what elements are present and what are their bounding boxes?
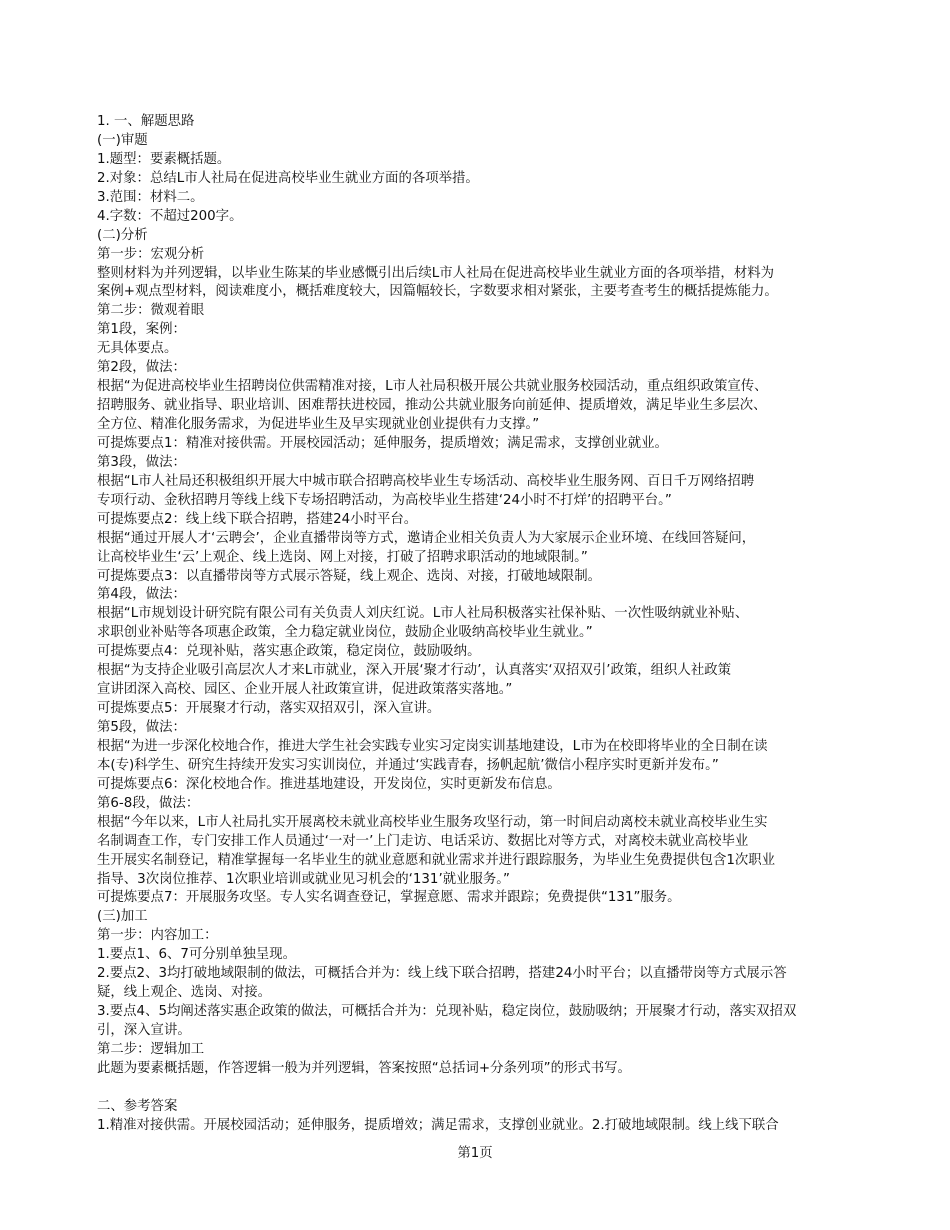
text-line: 可提炼要点1：精准对接供需。开展校园活动；延伸服务，提质增效；满足需求，支撑创业就业。 [97, 435, 668, 451]
text-line: 可提炼要点4：兑现补贴，落实惠企政策，稳定岗位，鼓励吸纳。 [97, 644, 481, 660]
text-line: 第5段，做法： [97, 720, 186, 735]
text-line: 生开展实名制登记，精准掌握每一名毕业生的就业意愿和就业需求并进行跟踪服务，为毕业生免费提供包含1次职业 [97, 852, 776, 868]
text-line: 4.字数：不超过200字。 [97, 208, 243, 224]
text-line: 宣讲团深入高校、园区、企业开展人社政策宣讲，促进政策落实落地。” [97, 682, 513, 698]
text-line: 本(专)科学生、研究生持续开发实习实训岗位，并通过‘实践青春，扬帆起航’微信小程序实时更新并发布。” [97, 757, 719, 773]
text-line: 1.精准对接供需。开展校园活动；延伸服务，提质增效；满足需求，支撑创业就业。2.打破地域限制。线上线下联合 [97, 1117, 779, 1133]
text-line: 求职创业补贴等各项惠企政策，全力稳定就业岗位，鼓励企业吸纳高校毕业生就业。” [97, 625, 593, 641]
text-line: 无具体要点。 [97, 341, 178, 357]
text-line: 3.范围：材料二。 [97, 189, 204, 205]
document-body [97, 113, 872, 1136]
text-line: 可提炼要点6：深化校地合作。推进基地建设，开发岗位，实时更新发布信息。 [97, 776, 561, 792]
text-line: 第4段，做法： [97, 587, 186, 603]
text-line: 第一步：内容加工： [97, 928, 218, 944]
text-line: 根据“L市人社局还积极组织开展大中城市联合招聘高校毕业生专场活动、高校毕业生服务网、百日千万网络招聘 [97, 473, 755, 489]
page-number: 第1页 [457, 1146, 493, 1161]
text-line: 招聘服务、就业指导、职业培训、困难帮扶进校园，推动公共就业服务向前延伸、提质增效，满足毕业生多层次、 [97, 398, 767, 414]
text-line: 指导、3次岗位推荐、1次职业培训或就业见习机会的‘131’就业服务。” [97, 871, 510, 887]
text-line: 根据“为促进高校毕业生招聘岗位供需精准对接，L市人社局积极开展公共就业服务校园活动，重点组织政策宣传、 [97, 379, 768, 395]
text-line: 根据“通过开展人才‘云聘会’，企业直播带岗等方式，邀请企业相关负责人为大家展示企业环境、在线回答疑问， [97, 530, 756, 546]
text-line: 让高校毕业生‘云’上观企、线上选岗、网上对接，打破了招聘求职活动的地域限制。” [97, 549, 588, 565]
text-line: (三)加工 [97, 909, 148, 925]
text-line: 疑，线上观企、选岗、对接。 [97, 985, 272, 1001]
text-line: 全方位、精准化服务需求，为促进毕业生及早实现就业创业提供有力支撑。” [97, 417, 540, 432]
text-line: 可提炼要点5：开展聚才行动，落实双招双引，深入宣讲。 [97, 701, 441, 717]
text-line: 2.要点2、3均打破地域限制的做法，可概括合并为：线上线下联合招聘，搭建24小时平台；以直播带岗等方式展示答 [97, 966, 787, 982]
text-line: 1.要点1、6、7可分别单独呈现。 [97, 947, 297, 963]
text-line: 案例+观点型材料，阅读难度小，概括难度较大，因篇幅较长，字数要求相对紧张，主要考查考生的概括提炼能力。 [97, 284, 778, 300]
text-line: 1. 一、解题思路 [97, 114, 195, 129]
text-line: 第6-8段，做法： [97, 795, 200, 811]
text-line: 2.对象：总结L市人社局在促进高校毕业生就业方面的各项举措。 [97, 170, 479, 186]
text-line: 第1段，案例： [97, 322, 186, 338]
text-line: (一)审题 [97, 132, 148, 148]
text-line: 第二步：微观着眼 [97, 303, 205, 319]
text-line: 专项行动、金秋招聘月等线上线下专场招聘活动，为高校毕业生搭建‘24小时不打烊’的招聘平台。” [97, 492, 672, 508]
text-line: 名制调查工作，专门安排工作人员通过‘一对一’上门走访、电话采访、数据比对等方式，对离校未就业高校毕业 [97, 833, 749, 849]
text-line: (二)分析 [97, 227, 148, 243]
text-line: 可提炼要点7：开展服务攻坚。专人实名调查登记，掌握意愿、需求并跟踪；免费提供“131”服务。 [97, 890, 681, 906]
text-line: 整则材料为并列逻辑，以毕业生陈某的毕业感慨引出后续L市人社局在促进高校毕业生就业方面的各项举措，材料为 [97, 265, 774, 281]
text-line: 根据“今年以来，L市人社局扎实开展离校未就业高校毕业生服务攻坚行动，第一时间启动离校未就业高校毕业生实 [97, 814, 768, 830]
text-line: 二、参考答案 [97, 1098, 178, 1114]
text-line: 根据“为进一步深化校地合作，推进大学生社会实践专业实习定岗实训基地建设，L市为在校即将毕业的全日制在读 [97, 738, 768, 754]
text-line: 可提炼要点2：线上线下联合招聘，搭建24小时平台。 [97, 511, 418, 527]
blank-line [97, 1079, 872, 1098]
text-line: 1.题型：要素概括题。 [97, 151, 231, 167]
text-line: 可提炼要点3：以直播带岗等方式展示答疑，线上观企、选岗、对接，打破地域限制。 [97, 568, 601, 584]
text-line: 根据“L市规划设计研究院有限公司有关负责人刘庆红说。L市人社局积极落实社保补贴、一次性吸纳就业补贴、 [97, 606, 749, 622]
text-line: 此题为要素概括题，作答逻辑一般为并列逻辑，答案按照“总括词+分条列项”的形式书写。 [97, 1060, 631, 1076]
text-line: 第一步：宏观分析 [97, 246, 205, 262]
text-line: 第2段，做法： [97, 360, 186, 376]
text-line: 3.要点4、5均阐述落实惠企政策的做法，可概括合并为：兑现补贴，稳定岗位，鼓励吸纳；开展聚才行动，落实双招双 [97, 1004, 797, 1020]
text-line: 引，深入宣讲。 [97, 1023, 191, 1038]
text-line: 第3段，做法： [97, 454, 186, 470]
text-line: 根据“为支持企业吸引高层次人才来L市就业，深入开展‘聚才行动’，认真落实‘双招双引’政策，组织人社政策 [97, 663, 731, 679]
text-line: 第二步：逻辑加工 [97, 1041, 205, 1057]
